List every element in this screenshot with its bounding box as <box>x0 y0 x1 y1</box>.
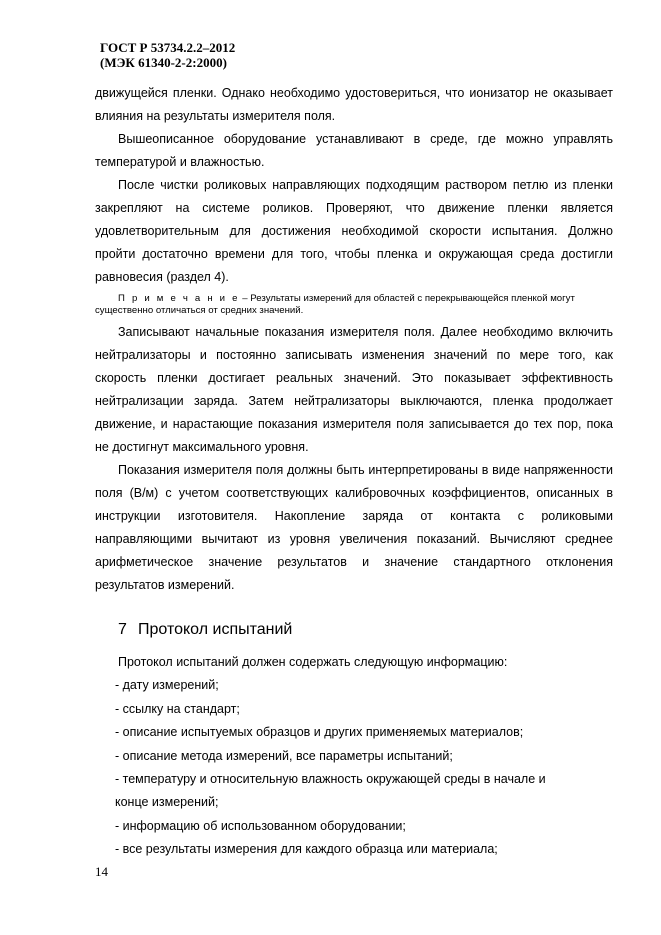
paragraph-equipment: Вышеописанное оборудование устанавливают в среде, где можно управлять температурой и влажностью. <box>95 132 613 169</box>
list-intro: Протокол испытаний должен содержать следующую информацию: <box>118 655 508 669</box>
paragraph-continuation: движущейся пленки. Однако необходимо удостовериться, что ионизатор не оказывает влияния на результаты измерителя поля. <box>95 86 613 123</box>
iec-designation: (МЭК 61340-2-2:2000) <box>100 55 227 70</box>
note <box>95 293 613 317</box>
note-label: П р и м е ч а н и е <box>118 293 240 304</box>
list-item: - информацию об использованном оборудовании; <box>115 818 406 833</box>
list-item: - ссылку на стандарт; <box>115 701 240 716</box>
section-heading <box>118 621 292 639</box>
list-item: - температуру и относительную влажность окружающей среды в начале и <box>115 772 546 787</box>
section-number: 7 <box>118 621 127 638</box>
report-contents-list <box>95 651 613 862</box>
list-item: - описание метода измерений, все параметры испытаний; <box>115 748 453 763</box>
list-item: - дату измерений; <box>115 678 219 693</box>
page-number: 14 <box>95 864 108 879</box>
list-item: - описание испытуемых образцов и других применяемых материалов; <box>115 725 524 740</box>
standard-designation: ГОСТ Р 53734.2.2–2012 <box>100 40 236 55</box>
list-item-continuation: конце измерений; <box>115 795 219 810</box>
paragraph-readings: Записывают начальные показания измерителя поля. Далее необходимо включить нейтрализаторы и постоянно записывать изменения значений по мере того, как скорость пленки достигает реальных значений. Это показывает эффективность нейтрализации заряда. Затем нейтрализаторы выключаются, пленка продолжает движение, и нарастающие показания измерителя поля записывается до тех пор, пока не достигнут максимального уровня. <box>95 325 613 454</box>
section-title: Протокол испытаний <box>138 621 293 638</box>
list-item: - все результаты измерения для каждого образца или материала; <box>115 842 498 857</box>
note-text: – Результаты измерений для областей с перекрывающейся пленкой могут существенно отличаться от средних значений. <box>95 293 575 316</box>
paragraph-interpretation: Показания измерителя поля должны быть интерпретированы в виде напряженности поля (В/м) с учетом соответствующих калибровочных коэффициентов, описанных в инструкции изготовителя. Накопление заряда от контакта с роликовыми направляющими вычитают из уровня увеличения показаний. Вычисляют среднее арифметическое значение результатов и значение стандартного отклонения результатов измерений. <box>95 463 613 592</box>
body-text-block <box>95 82 613 597</box>
paragraph-cleaning: После чистки роликовых направляющих подходящим раствором петлю из пленки закрепляют на системе роликов. Проверяют, что движение пленки является удовлетворительным для достижения необходимой скорости испытания. Должно пройти достаточно времени для того, чтобы пленка и окружающая среда достигли равновесия (раздел 4). <box>95 178 613 284</box>
